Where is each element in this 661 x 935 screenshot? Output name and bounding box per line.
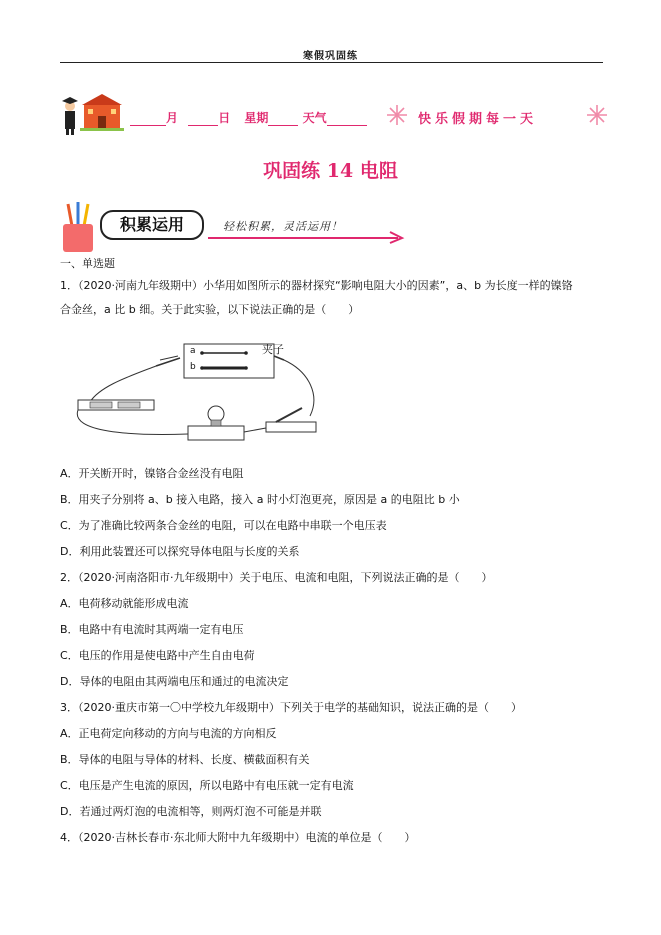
- circuit-diagram: [70, 336, 340, 448]
- month-blank: [130, 113, 166, 126]
- question-1-option-c: C．为了准确比较两条合金丝的电阻，可以在电路中串联一个电压表: [60, 519, 387, 532]
- question-2-stem: 2．（2020·河南洛阳市·九年级期中）关于电压、电流和电阻，下列说法正确的是（ ）: [60, 571, 493, 584]
- wire-a-label: a: [190, 346, 196, 356]
- question-2-option-d: D．导体的电阻由其两端电压和通过的电流决定: [60, 675, 289, 688]
- arrow-underline-icon: [208, 230, 408, 244]
- weather-label: 天气: [302, 111, 327, 125]
- section-label: 积累运用: [100, 210, 204, 240]
- question-2-option-a: A．电荷移动就能形成电流: [60, 597, 189, 610]
- question-3-option-c: C．电压是产生电流的原因，所以电路中有电压就一定有电流: [60, 779, 354, 792]
- graduate-school-icon: [58, 92, 128, 138]
- wire-b-label: b: [190, 362, 196, 372]
- question-1-stem-line2: 合金丝，a 比 b 细。关于此实验，以下说法正确的是（ ）: [60, 303, 360, 316]
- question-2-option-c: C．电压的作用是使电路中产生自由电荷: [60, 649, 255, 662]
- question-3-stem: 3．（2020·重庆市第一〇中学校九年级期中）下列关于电学的基础知识，说法正确的是（ ）: [60, 701, 522, 714]
- day-label: 日: [218, 111, 231, 125]
- part-heading: 一、单选题: [60, 257, 115, 270]
- question-3-option-b: B．导体的电阻与导体的材料、长度、横截面积有关: [60, 753, 310, 766]
- question-3-option-d: D．若通过两灯泡的电流相等，则两灯泡不可能是并联: [60, 805, 322, 818]
- question-2-option-b: B．电路中有电流时其两端一定有电压: [60, 623, 244, 636]
- weekday-label: 星期: [244, 111, 269, 125]
- snowflake-icon: [386, 104, 408, 126]
- pencil-cup-icon: [58, 200, 98, 256]
- section-slogan: 轻松积累，灵活运用！: [223, 220, 343, 233]
- question-1-option-a: A．开关断开时，镍铬合金丝没有电阻: [60, 467, 244, 480]
- page-title: 巩固练 14 电阻: [263, 160, 398, 182]
- month-label: 月: [166, 111, 179, 125]
- question-1-stem-line1: 1．（2020·河南九年级期中）小华用如图所示的器材探究“影响电阻大小的因素”，a、b 为长度一样的镍铬: [60, 279, 573, 292]
- question-4-stem: 4．（2020·吉林长春市·东北师大附中九年级期中）电流的单位是（ ）: [60, 831, 416, 844]
- page-header-title: 寒假巩固练: [303, 51, 358, 62]
- question-1-option-b: B．用夹子分别将 a、b 接入电路，接入 a 时小灯泡更亮，原因是 a 的电阻比 b 小: [60, 493, 460, 506]
- question-1-option-d: D．利用此装置还可以探究导体电阻与长度的关系: [60, 545, 300, 558]
- day-blank: [188, 113, 218, 126]
- section-banner: [58, 200, 418, 256]
- banner-slogan: 快乐假期每一天: [418, 112, 538, 127]
- weekday-blank: [268, 113, 298, 126]
- header-divider: [60, 62, 603, 63]
- question-3-option-a: A．正电荷定向移动的方向与电流的方向相反: [60, 727, 277, 740]
- snowflake-icon: [586, 104, 608, 126]
- clip-label: 夹子: [262, 343, 284, 356]
- weather-blank: [327, 113, 367, 126]
- date-banner: [58, 92, 618, 138]
